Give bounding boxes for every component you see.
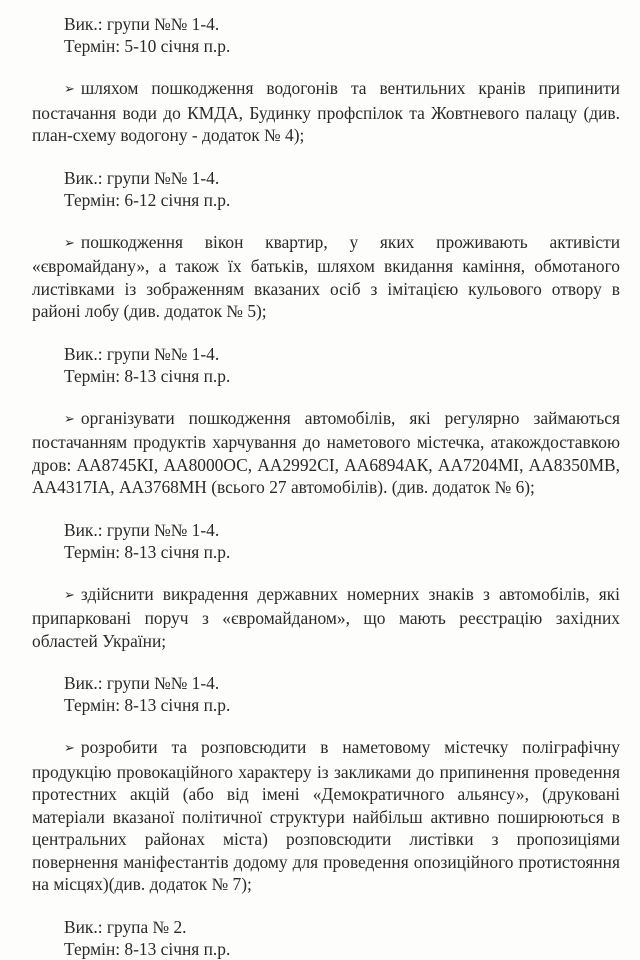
term-line: Термін: 8-13 січня п.р. <box>64 365 231 386</box>
list-item <box>32 736 620 896</box>
executor-line: Вик.: групи №№ 1-4. <box>64 343 220 364</box>
executor-line: Вик.: група № 2. <box>64 916 187 937</box>
arrow-bullet-icon: ➢ <box>64 410 75 426</box>
executor-line: Вик.: групи №№ 1-4. <box>64 14 220 34</box>
term-line: Термін: 8-13 січня п.р. <box>64 695 231 715</box>
assignment-block <box>32 916 620 960</box>
arrow-bullet-icon: ➢ <box>64 81 75 96</box>
list-item <box>32 77 620 147</box>
arrow-bullet-icon: ➢ <box>64 234 75 250</box>
list-item <box>32 231 620 323</box>
term-line: Термін: 6-12 січня п.р. <box>64 189 231 210</box>
list-item <box>32 583 620 653</box>
assignment-block <box>32 167 620 211</box>
term-line: Термін: 5-10 січня п.р. <box>64 36 231 56</box>
executor-line: Вик.: групи №№ 1-4. <box>64 167 220 188</box>
assignment-block <box>32 519 620 563</box>
arrow-bullet-icon: ➢ <box>64 586 75 602</box>
assignment-block <box>32 672 620 716</box>
list-item <box>32 407 620 499</box>
list-item-text: пошкодження вікон квартир, у яких проживають активісти «євромайдану», а також їх батьків, шляхом вкидання каміння, обмотаного листівками із зображенням вказаних осіб з імітацією кульового отвору в районі лобу (див. додаток № 5); <box>32 231 620 321</box>
term-line: Термін: 8-13 січня п.р. <box>64 541 231 562</box>
arrow-bullet-icon: ➢ <box>64 740 75 755</box>
list-item-text: організувати пошкодження автомобілів, які регулярно займаються постачанням продуктів харчування до наметового містечка, атакождоставкою дров: АА8745КІ, АА8000ОС, АА2992СІ, АА6894АК, АА7204МІ, АА8350МВ, АА4317ІА, АА3768МН (всього 27 автомобілів). (див. додаток № 6); <box>32 407 620 497</box>
executor-line: Вик.: групи №№ 1-4. <box>64 519 220 540</box>
list-item-text: шляхом пошкодження водогонів та вентильних кранів припинити постачання води до КМДА, Будинку профспілок та Жовтневого палацу (див. план-схему водогону - додаток № 4); <box>32 78 620 145</box>
list-item-text: розробити та розповсюдити в наметовому містечку поліграфічну продукцію провокаційного характеру із закликами до припинення проведення протестних акцій (або від імені «Демократичного альянсу», (друковані матеріали вказаної політичної структури найбільш активно поширюються в центральних районах міста) розповсюдити листівки з пропозиціями повернення маніфестантів додому для проведення опозиційного протистояння на місцях)(див. додаток № 7); <box>32 737 620 894</box>
list-item-text: здійснити викрадення державних номерних знаків з автомобілів, які припарковані поруч з «євромайданом», що мають реєстрацію західних областей України; <box>32 583 620 651</box>
assignment-block <box>32 343 620 387</box>
assignment-block <box>32 13 620 57</box>
executor-line: Вик.: групи №№ 1-4. <box>64 673 220 693</box>
term-line: Термін: 8-13 січня п.р. <box>64 938 231 959</box>
